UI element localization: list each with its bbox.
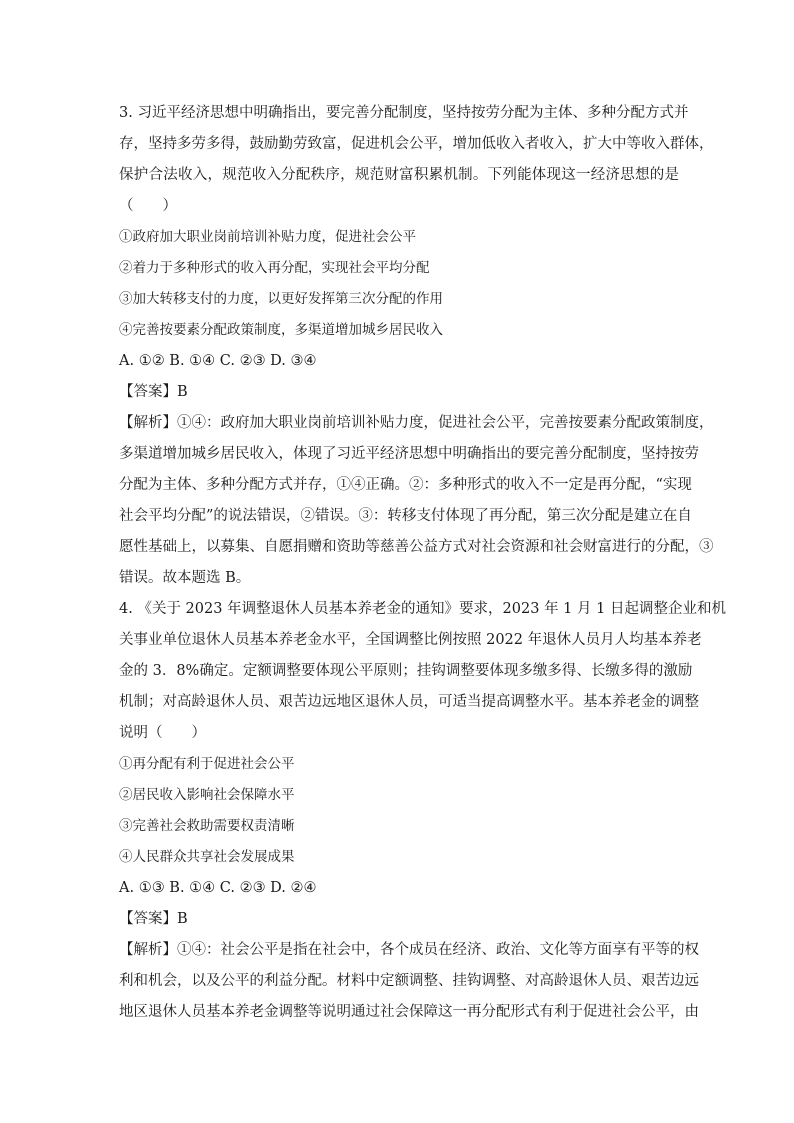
option-item: ①政府加大职业岗前培训补贴力度，促进社会公平 [119,229,416,245]
analysis-line: 【解析】①④：社会公平是指在社会中，各个成员在经济、政治、文化等方面享有平等的权 [119,942,699,958]
analysis-line: 分配为主体、多种分配方式并存，①④正确。②：多种形式的收入不一定是再分配，“实现 [119,477,692,493]
question-stem-line: 关事业单位退休人员基本养老金水平，全国调整比例按照 2022 年退休人员月人均基本养老 [119,632,702,648]
answer-label: 【答案】B [119,384,188,400]
choice-list: A. ①② B. ①④ C. ②③ D. ③④ [119,353,317,369]
question-stem-line: 机制；对高龄退休人员、艰苦边远地区退休人员，可适当提高调整水平。基本养老金的调整 [119,694,699,710]
analysis-line: 利和机会，以及公平的利益分配。材料中定额调整、挂钩调整、对高龄退休人员、艰苦边远 [119,973,699,989]
question-stem-line: 4. 《关于 2023 年调整退休人员基本养老金的通知》要求，2023 年 1 月 1 日起调整企业和机 [119,601,726,617]
question-stem-line: 说明（ ） [119,725,206,741]
analysis-line: 错误。故本题选 B。 [119,570,251,586]
analysis-line: 多渠道增加城乡居民收入，体现了习近平经济思想中明确指出的要完善分配制度，坚持按劳 [119,446,699,462]
option-item: ②着力于多种形式的收入再分配，实现社会平均分配 [119,260,430,276]
analysis-line: 地区退休人员基本养老金调整等说明通过社会保障这一再分配形式有利于促进社会公平，由 [119,1004,699,1020]
choice-list: A. ①③ B. ①④ C. ②③ D. ②④ [119,880,317,896]
analysis-line: 社会平均分配”的说法错误，②错误。③：转移支付体现了再分配，第三次分配是建立在自 [119,508,692,524]
option-item: ④完善按要素分配政策制度，多渠道增加城乡居民收入 [119,322,443,338]
option-item: ②居民收入影响社会保障水平 [119,787,295,803]
question-stem-line: 存，坚持多劳多得，鼓励勤劳致富，促进机会公平，增加低收入者收入，扩大中等收入群体， [119,136,714,152]
analysis-line: 愿性基础上，以募集、自愿捐赠和资助等慈善公益方式对社会资源和社会财富进行的分配，③ [119,539,714,555]
question-stem-line: 金的 3．8%确定。定额调整要体现公平原则；挂钩调整要体现多缴多得、长缴多得的激励 [119,663,693,679]
analysis-line: 【解析】①④：政府加大职业岗前培训补贴力度，促进社会公平，完善按要素分配政策制度， [119,415,714,431]
answer-bracket: （ ） [119,198,177,214]
question-stem-line: 3. 习近平经济思想中明确指出，要完善分配制度，坚持按劳分配为主体、多种分配方式并 [119,105,689,121]
option-item: ①再分配有利于促进社会公平 [119,756,295,772]
answer-label: 【答案】B [119,911,188,927]
question-stem-line: 保护合法收入，规范收入分配秩序，规范财富积累机制。下列能体现这一经济思想的是 [119,167,679,183]
option-item: ③加大转移支付的力度，以更好发挥第三次分配的作用 [119,291,443,307]
option-item: ④人民群众共享社会发展成果 [119,849,295,865]
option-item: ③完善社会救助需要权责清晰 [119,818,295,834]
